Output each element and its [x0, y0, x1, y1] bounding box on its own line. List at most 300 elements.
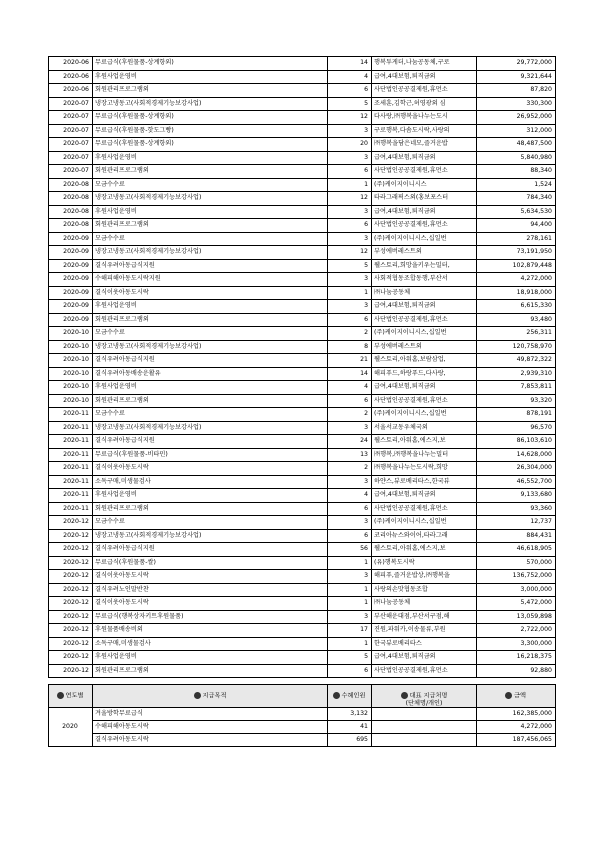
- row-payee: 급여,4대보험,퇴직금외: [372, 381, 477, 395]
- table-row: [49, 502, 556, 516]
- row-count: 2: [328, 327, 372, 341]
- table-row: [49, 381, 556, 395]
- summary-amount: 4,272,000: [477, 720, 556, 733]
- row-count: 4: [328, 489, 372, 503]
- row-payee: 급여,4대보험,퇴직금외: [372, 205, 477, 219]
- row-count: 2: [328, 408, 372, 422]
- row-payee: 부산해운대점,부산서구점,해: [372, 610, 477, 624]
- row-month: 2020-06: [49, 57, 93, 71]
- summary-beneficiaries: 41: [328, 720, 372, 733]
- table-row: [49, 421, 556, 435]
- row-count: 13: [328, 448, 372, 462]
- row-purpose: 후원사업운영비: [93, 205, 328, 219]
- row-month: 2020-11: [49, 502, 93, 516]
- row-payee: 다사랑,㈜행복을나누는도시: [372, 111, 477, 125]
- row-month: 2020-07: [49, 111, 93, 125]
- payment-detail-table: [48, 56, 556, 678]
- row-payee: 서울서교동우체국외: [372, 421, 477, 435]
- row-purpose: 회원관리프로그램외: [93, 165, 328, 179]
- row-month: 2020-09: [49, 273, 93, 287]
- row-month: 2020-10: [49, 327, 93, 341]
- summary-purpose: 결식우려아동도시락: [93, 733, 328, 746]
- summary-row: [49, 733, 556, 746]
- row-month: 2020-11: [49, 462, 93, 476]
- row-amount: 26,304,000: [477, 462, 556, 476]
- row-count: 6: [328, 165, 372, 179]
- row-count: 6: [328, 502, 372, 516]
- row-amount: 94,400: [477, 219, 556, 233]
- row-purpose: 결식우려노인말반찬: [93, 583, 328, 597]
- row-payee: 웰스토리,희망을키우는밀터,: [372, 259, 477, 273]
- row-count: 4: [328, 70, 372, 84]
- row-amount: 46,552,700: [477, 475, 556, 489]
- row-payee: 웰스토리,아워홈,에스지,보: [372, 543, 477, 557]
- summary-payee: [372, 707, 477, 720]
- row-count: 1: [328, 556, 372, 570]
- row-count: 4: [328, 381, 372, 395]
- row-purpose: 무료급식(후원물품-상계항외): [93, 57, 328, 71]
- row-purpose: 결식우려아동급식지원: [93, 354, 328, 368]
- row-amount: 93,320: [477, 394, 556, 408]
- row-month: 2020-12: [49, 570, 93, 584]
- header-beneficiaries: 수혜인원: [328, 685, 372, 708]
- summary-beneficiaries: 695: [328, 733, 372, 746]
- summary-row: [49, 707, 556, 720]
- row-payee: 급여,4대보험,퇴직금외: [372, 651, 477, 665]
- row-month: 2020-12: [49, 529, 93, 543]
- row-amount: 256,311: [477, 327, 556, 341]
- row-payee: 사단법인공공결제원,휴먼소: [372, 219, 477, 233]
- row-purpose: 결식우려아동급식지원: [93, 543, 328, 557]
- row-month: 2020-07: [49, 138, 93, 152]
- row-amount: 2,939,310: [477, 367, 556, 381]
- row-amount: 26,952,000: [477, 111, 556, 125]
- table-row: [49, 597, 556, 611]
- row-month: 2020-12: [49, 624, 93, 638]
- table-row: [49, 124, 556, 138]
- row-purpose: 모금수수료: [93, 516, 328, 530]
- circle-bullet-icon: [57, 692, 64, 699]
- row-purpose: 결식우려아동급식지원: [93, 259, 328, 273]
- row-count: 6: [328, 219, 372, 233]
- header-amount: 금액: [477, 685, 556, 708]
- row-payee: 급여,4대보험,퇴직금외: [372, 300, 477, 314]
- row-month: 2020-10: [49, 367, 93, 381]
- summary-row: [49, 720, 556, 733]
- row-amount: 9,133,680: [477, 489, 556, 503]
- row-payee: ㈜나눔공동체: [372, 597, 477, 611]
- table-row: [49, 219, 556, 233]
- table-row: [49, 475, 556, 489]
- summary-year: 2020: [49, 707, 93, 746]
- row-amount: 5,634,530: [477, 205, 556, 219]
- table-row: [49, 300, 556, 314]
- row-purpose: 모금수수료: [93, 327, 328, 341]
- row-amount: 3,000,000: [477, 583, 556, 597]
- row-purpose: 무료급식(후원물품-상계항외): [93, 138, 328, 152]
- row-amount: 278,161: [477, 232, 556, 246]
- table-row: [49, 340, 556, 354]
- table-row: [49, 516, 556, 530]
- row-month: 2020-12: [49, 664, 93, 678]
- row-amount: 4,272,000: [477, 273, 556, 287]
- row-month: 2020-06: [49, 70, 93, 84]
- row-purpose: 결식이웃아동도시락: [93, 597, 328, 611]
- circle-bullet-icon: [505, 692, 512, 699]
- table-row: [49, 448, 556, 462]
- table-row: [49, 529, 556, 543]
- row-month: 2020-09: [49, 300, 93, 314]
- row-amount: 884,431: [477, 529, 556, 543]
- row-count: 3: [328, 205, 372, 219]
- row-count: 5: [328, 259, 372, 273]
- row-count: 3: [328, 516, 372, 530]
- table-row: [49, 610, 556, 624]
- row-purpose: 결식이웃아동도시락: [93, 286, 328, 300]
- row-count: 14: [328, 367, 372, 381]
- table-row: [49, 543, 556, 557]
- table-row: [49, 84, 556, 98]
- row-month: 2020-09: [49, 259, 93, 273]
- row-month: 2020-11: [49, 475, 93, 489]
- row-payee: 해피푸,즐거운밥상,㈜행복을: [372, 570, 477, 584]
- row-month: 2020-10: [49, 354, 93, 368]
- row-purpose: 모금수수료: [93, 232, 328, 246]
- row-month: 2020-12: [49, 543, 93, 557]
- row-count: 21: [328, 354, 372, 368]
- row-amount: 93,360: [477, 502, 556, 516]
- row-count: 3: [328, 475, 372, 489]
- row-count: 6: [328, 84, 372, 98]
- table-row: [49, 556, 556, 570]
- row-purpose: 후원사업운영비: [93, 381, 328, 395]
- row-purpose: 후원사업운영비: [93, 70, 328, 84]
- row-count: 12: [328, 246, 372, 260]
- row-purpose: 결식이웃아동도시락: [93, 570, 328, 584]
- circle-bullet-icon: [401, 692, 408, 699]
- row-month: 2020-12: [49, 556, 93, 570]
- row-payee: ㈜행복을나누는도시락,희망: [372, 462, 477, 476]
- row-payee: (주)케이지이니시스,십일번: [372, 516, 477, 530]
- row-count: 24: [328, 435, 372, 449]
- row-purpose: 냉장고냉동고(사회적경제기능보강사업): [93, 97, 328, 111]
- row-count: 12: [328, 192, 372, 206]
- row-amount: 16,218,375: [477, 651, 556, 665]
- row-payee: 진원,파워카,이송물류,부원: [372, 624, 477, 638]
- row-amount: 49,872,322: [477, 354, 556, 368]
- row-amount: 784,340: [477, 192, 556, 206]
- row-payee: 급여,4대보험,퇴직금외: [372, 70, 477, 84]
- document-sheet: [48, 56, 556, 747]
- row-month: 2020-11: [49, 435, 93, 449]
- table-row: [49, 57, 556, 71]
- row-amount: 73,191,950: [477, 246, 556, 260]
- row-count: 3: [328, 570, 372, 584]
- table-row: [49, 367, 556, 381]
- row-month: 2020-10: [49, 381, 93, 395]
- row-amount: 136,752,000: [477, 570, 556, 584]
- summary-payee: [372, 733, 477, 746]
- row-count: 3: [328, 421, 372, 435]
- row-amount: 6,615,330: [477, 300, 556, 314]
- row-purpose: 수해피해아동도시락지원: [93, 273, 328, 287]
- table-row: [49, 70, 556, 84]
- table-row: [49, 435, 556, 449]
- table-row: [49, 313, 556, 327]
- row-purpose: 모금수수료: [93, 178, 328, 192]
- row-amount: 9,321,644: [477, 70, 556, 84]
- row-month: 2020-09: [49, 313, 93, 327]
- row-purpose: 후원사업운영비: [93, 651, 328, 665]
- row-purpose: 냉장고냉동고(사회적경제기능보강사업): [93, 246, 328, 260]
- row-month: 2020-09: [49, 246, 93, 260]
- table-row: [49, 246, 556, 260]
- row-amount: 92,880: [477, 664, 556, 678]
- row-payee: 급여,4대보험,퇴직금외: [372, 489, 477, 503]
- row-payee: 코리아뉴스와이어,타라그래: [372, 529, 477, 543]
- row-count: 3: [328, 300, 372, 314]
- row-amount: 12,737: [477, 516, 556, 530]
- row-amount: 102,879,448: [477, 259, 556, 273]
- row-purpose: 무료급식(후원물품-쌀): [93, 556, 328, 570]
- row-purpose: 후원사업운영비: [93, 300, 328, 314]
- row-payee: 조세훈,김학근,허영광외 심: [372, 97, 477, 111]
- row-purpose: 회원관리프로그램외: [93, 84, 328, 98]
- row-payee: 하얀스,뷰로베리타스,한국뷰: [372, 475, 477, 489]
- table-row: [49, 259, 556, 273]
- row-month: 2020-07: [49, 124, 93, 138]
- row-month: 2020-10: [49, 340, 93, 354]
- summary-purpose: 겨울방학무료급식: [93, 707, 328, 720]
- row-amount: 14,628,000: [477, 448, 556, 462]
- row-month: 2020-11: [49, 489, 93, 503]
- row-amount: 312,000: [477, 124, 556, 138]
- row-month: 2020-12: [49, 583, 93, 597]
- row-count: 12: [328, 111, 372, 125]
- circle-bullet-icon: [333, 692, 340, 699]
- row-payee: 사단법인공공결제원,휴먼소: [372, 84, 477, 98]
- row-amount: 120,758,970: [477, 340, 556, 354]
- table-row: [49, 570, 556, 584]
- header-payee: 대표 지급처명 (단체명/개인): [372, 685, 477, 708]
- row-purpose: 회원관리프로그램외: [93, 664, 328, 678]
- table-row: [49, 273, 556, 287]
- summary-header-row: [49, 685, 556, 708]
- row-payee: (주)케이지이니시스,십일번: [372, 327, 477, 341]
- row-amount: 3,300,000: [477, 637, 556, 651]
- row-amount: 7,853,811: [477, 381, 556, 395]
- row-count: 6: [328, 394, 372, 408]
- summary-table: [48, 684, 556, 747]
- row-month: 2020-11: [49, 408, 93, 422]
- row-amount: 48,487,500: [477, 138, 556, 152]
- row-payee: 웰스토리,아워홈,보람삼업,: [372, 354, 477, 368]
- row-month: 2020-08: [49, 178, 93, 192]
- row-amount: 88,340: [477, 165, 556, 179]
- summary-amount: 162,385,000: [477, 707, 556, 720]
- row-count: 1: [328, 286, 372, 300]
- row-purpose: 회원관리프로그램외: [93, 394, 328, 408]
- row-month: 2020-08: [49, 205, 93, 219]
- row-month: 2020-07: [49, 151, 93, 165]
- row-count: 6: [328, 529, 372, 543]
- table-row: [49, 192, 556, 206]
- row-payee: ㈜행복,㈜행복을나누는밀터: [372, 448, 477, 462]
- row-amount: 570,000: [477, 556, 556, 570]
- row-count: 14: [328, 57, 372, 71]
- row-month: 2020-08: [49, 192, 93, 206]
- table-row: [49, 354, 556, 368]
- row-count: 3: [328, 124, 372, 138]
- row-amount: 5,840,980: [477, 151, 556, 165]
- row-amount: 5,472,000: [477, 597, 556, 611]
- row-count: 1: [328, 583, 372, 597]
- row-amount: 96,570: [477, 421, 556, 435]
- row-payee: (주)케이지이니시스: [372, 178, 477, 192]
- row-payee: 타라그래픽스외(홍보포스터: [372, 192, 477, 206]
- row-purpose: 소독구매,미생물검사: [93, 475, 328, 489]
- row-purpose: 후원물품배송비외: [93, 624, 328, 638]
- row-purpose: 결식이웃아동도시락: [93, 462, 328, 476]
- table-row: [49, 327, 556, 341]
- row-month: 2020-07: [49, 97, 93, 111]
- row-month: 2020-12: [49, 651, 93, 665]
- table-row: [49, 205, 556, 219]
- row-purpose: 결식우려아동배송운활유: [93, 367, 328, 381]
- row-count: 3: [328, 273, 372, 287]
- row-amount: 330,300: [477, 97, 556, 111]
- table-row: [49, 637, 556, 651]
- row-payee: ㈜행복을담은네모,즐거운밥: [372, 138, 477, 152]
- row-purpose: 냉장고냉동고(사회적경제기능보강사업): [93, 529, 328, 543]
- summary-purpose: 수해피해아동도시락: [93, 720, 328, 733]
- row-count: 5: [328, 651, 372, 665]
- row-purpose: 모금수수료: [93, 408, 328, 422]
- row-payee: 해피푸드,하랑푸드,다사랑,: [372, 367, 477, 381]
- table-row: [49, 97, 556, 111]
- circle-bullet-icon: [194, 692, 201, 699]
- row-count: 5: [328, 97, 372, 111]
- row-count: 20: [328, 138, 372, 152]
- row-count: 1: [328, 597, 372, 611]
- table-row: [49, 165, 556, 179]
- row-amount: 29,772,000: [477, 57, 556, 71]
- row-payee: 사단법인공공결제원,휴먼소: [372, 664, 477, 678]
- row-payee: 사랑의손맛협동조합: [372, 583, 477, 597]
- row-purpose: 무료급식(후원물품-상계항외): [93, 111, 328, 125]
- row-count: 6: [328, 313, 372, 327]
- row-purpose: 냉장고냉동고(사회적경제기능보강사업): [93, 421, 328, 435]
- row-payee: 구로행복,다솜도시락,사랑의: [372, 124, 477, 138]
- row-amount: 93,480: [477, 313, 556, 327]
- summary-amount: 187,456,065: [477, 733, 556, 746]
- table-row: [49, 462, 556, 476]
- row-month: 2020-12: [49, 597, 93, 611]
- row-payee: 사단법인공공결제원,휴먼소: [372, 165, 477, 179]
- row-payee: (유)행복도시락: [372, 556, 477, 570]
- row-month: 2020-06: [49, 84, 93, 98]
- row-payee: 부성에버레스트외: [372, 246, 477, 260]
- table-row: [49, 151, 556, 165]
- row-purpose: 무료급식(후원물품-핫도그빵): [93, 124, 328, 138]
- row-purpose: 결식우려아동급식지원: [93, 435, 328, 449]
- table-row: [49, 651, 556, 665]
- row-count: 1: [328, 637, 372, 651]
- table-row: [49, 408, 556, 422]
- row-purpose: 냉장고냉동고(사회적경제기능보강사업): [93, 340, 328, 354]
- row-purpose: 후원사업운영비: [93, 151, 328, 165]
- row-amount: 2,722,000: [477, 624, 556, 638]
- row-purpose: 후원사업운영비: [93, 489, 328, 503]
- row-count: 1: [328, 178, 372, 192]
- row-month: 2020-12: [49, 637, 93, 651]
- row-month: 2020-11: [49, 421, 93, 435]
- row-count: 3: [328, 151, 372, 165]
- row-amount: 46,618,905: [477, 543, 556, 557]
- row-count: 3: [328, 232, 372, 246]
- row-month: 2020-09: [49, 286, 93, 300]
- row-month: 2020-08: [49, 219, 93, 233]
- row-count: 2: [328, 462, 372, 476]
- row-amount: 87,820: [477, 84, 556, 98]
- row-amount: 18,918,000: [477, 286, 556, 300]
- row-month: 2020-12: [49, 516, 93, 530]
- row-count: 6: [328, 664, 372, 678]
- summary-payee: [372, 720, 477, 733]
- table-row: [49, 624, 556, 638]
- table-row: [49, 489, 556, 503]
- row-month: 2020-07: [49, 165, 93, 179]
- header-year: 연도별: [49, 685, 93, 708]
- row-purpose: 무료급식(행복상자키트후원물품): [93, 610, 328, 624]
- row-month: 2020-09: [49, 232, 93, 246]
- row-purpose: 회원관리프로그램외: [93, 219, 328, 233]
- row-purpose: 소독구매,미생물검사: [93, 637, 328, 651]
- table-row: [49, 394, 556, 408]
- row-payee: 사단법인공공결제원,휴먼소: [372, 313, 477, 327]
- header-purpose: 지급목적: [93, 685, 328, 708]
- table-row: [49, 286, 556, 300]
- row-payee: 사단법인공공결제원,휴먼소: [372, 394, 477, 408]
- row-count: 3: [328, 610, 372, 624]
- summary-beneficiaries: 3,132: [328, 707, 372, 720]
- row-payee: 한국뷰로베리타스: [372, 637, 477, 651]
- row-purpose: 냉장고냉동고(사회적경제기능보강사업): [93, 192, 328, 206]
- row-month: 2020-10: [49, 394, 93, 408]
- table-row: [49, 664, 556, 678]
- row-count: 17: [328, 624, 372, 638]
- row-amount: 86,103,610: [477, 435, 556, 449]
- row-payee: 급여,4대보험,퇴직금외: [372, 151, 477, 165]
- row-amount: 878,191: [477, 408, 556, 422]
- table-row: [49, 232, 556, 246]
- row-month: 2020-11: [49, 448, 93, 462]
- row-payee: (주)케이지이니시스,십일번: [372, 232, 477, 246]
- row-payee: 부성에버레스트외: [372, 340, 477, 354]
- row-count: 56: [328, 543, 372, 557]
- row-count: 8: [328, 340, 372, 354]
- row-payee: 사회적협동조합동행,부산서: [372, 273, 477, 287]
- row-purpose: 회원관리프로그램외: [93, 502, 328, 516]
- row-purpose: 무료급식(후원물품-비타민): [93, 448, 328, 462]
- row-purpose: 회원관리프로그램외: [93, 313, 328, 327]
- row-payee: 행복투게더,나눔공동체,구로: [372, 57, 477, 71]
- row-payee: 웰스토리,아워홈,에스지,보: [372, 435, 477, 449]
- table-row: [49, 138, 556, 152]
- row-month: 2020-12: [49, 610, 93, 624]
- row-payee: (주)케이지이니시스,십일번: [372, 408, 477, 422]
- row-amount: 1,524: [477, 178, 556, 192]
